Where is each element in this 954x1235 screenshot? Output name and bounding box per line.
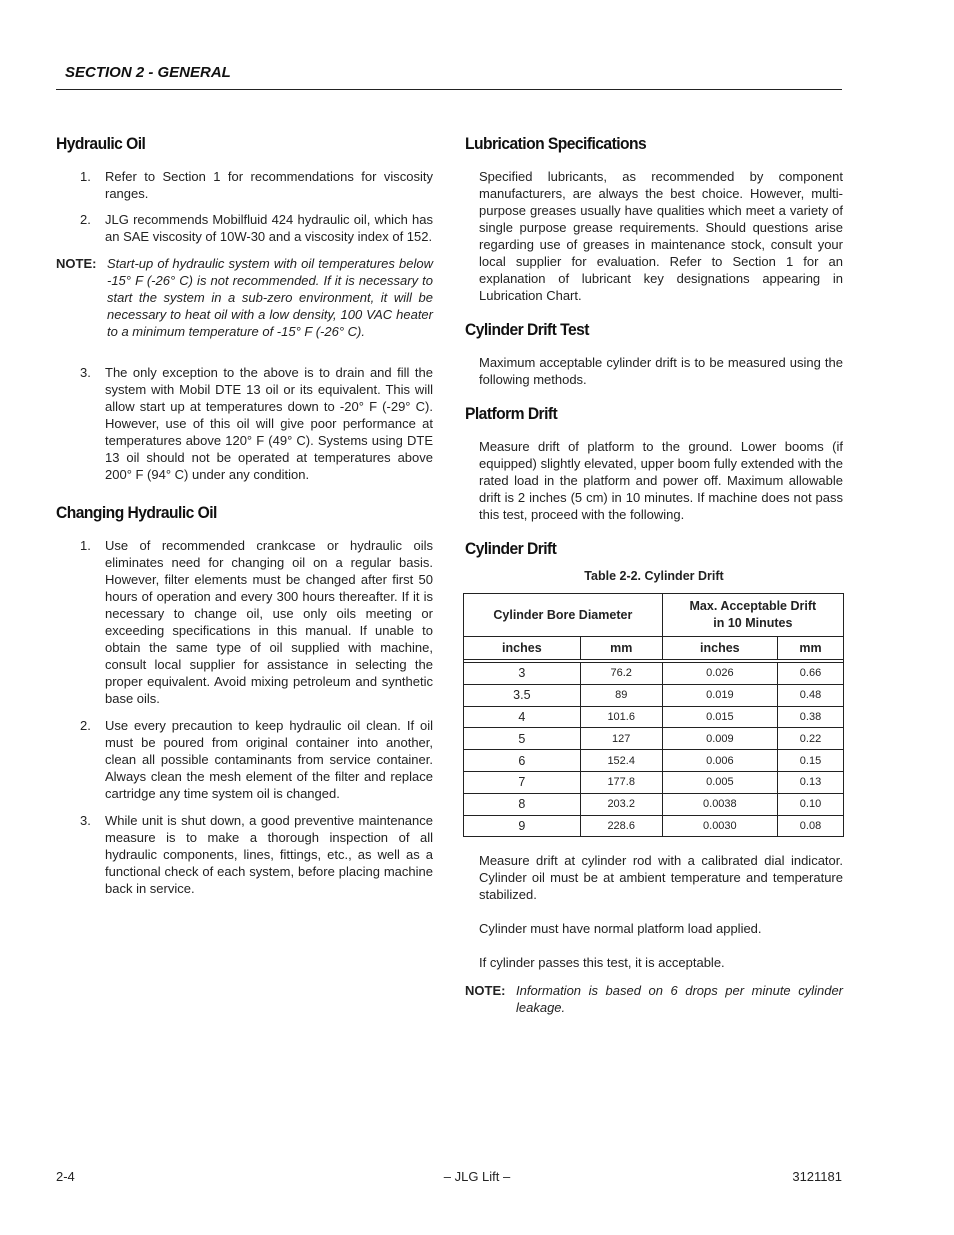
table-title: Table 2-2. Cylinder Drift (584, 569, 724, 583)
table-body (464, 663, 844, 837)
table-cell: 0.015 (662, 706, 777, 728)
table-cell: 0.10 (777, 793, 843, 815)
table-row (464, 728, 844, 750)
lubrication-paragraph: Specified lubricants, as recommended by component manufacturers, are always the best choice. However, multi-purpose greases usually have qualities which meet a variety of single purpose grease requirements. Should questions arise regarding use of greases in maintenance stock, consult your local supplier for evaluation. Refer to Section 1 for an explanation of lubricant key designations appearing in Lubrication Chart. (479, 169, 843, 303)
note-text: Start-up of hydraulic system with oil temperatures below -15° F (-26° C) is not recommended. If it is necessary to start the system in a sub-zero environment, it will be necessary to heat oil with a low density, 100 VAC heater to a minimum temperature of -15° F (-26° C). (107, 256, 433, 339)
table-group-header-row (464, 594, 844, 637)
load-paragraph: Cylinder must have normal platform load applied. (479, 921, 762, 937)
table-cell: 89 (580, 684, 662, 706)
list-item (56, 211, 433, 245)
list-number: 3. (80, 365, 91, 380)
table-cell: 0.22 (777, 728, 843, 750)
col-group-max-drift-line1: Max. Acceptable Drift (689, 599, 817, 613)
table-cell: 0.006 (662, 750, 777, 772)
right-column (465, 134, 843, 1016)
col-header: mm (777, 637, 843, 660)
document-number: 3121181 (792, 1169, 842, 1184)
changing-hydraulic-oil-heading: Changing Hydraulic Oil (56, 503, 217, 522)
hydraulic-oil-heading: Hydraulic Oil (56, 134, 146, 153)
table-cell: 0.026 (662, 663, 777, 685)
list-item (56, 537, 433, 707)
list-text: Refer to Section 1 for recommendations for viscosity ranges. (105, 169, 433, 201)
table-cell: 228.6 (580, 815, 662, 837)
table-row (464, 663, 844, 685)
list-item (56, 717, 433, 802)
table-subheader-row (464, 637, 844, 660)
note-label: NOTE: (56, 256, 97, 271)
list-text: Use every precaution to keep hydraulic oil clean. If oil must be poured from original container into another, clean all possible contaminants from service container. Always clean the mesh element of the filter and replace cartridge any time system oil is changed. (105, 718, 433, 801)
col-header: inches (464, 637, 581, 660)
cylinder-drift-table (463, 593, 844, 837)
page-number: 2-4 (56, 1169, 75, 1184)
table-cell: 0.08 (777, 815, 843, 837)
table-cell: 177.8 (580, 771, 662, 793)
table-cell: 0.005 (662, 771, 777, 793)
table-cell: 0.38 (777, 706, 843, 728)
table-cell: 8 (464, 793, 581, 815)
note-text: Information is based on 6 drops per minute cylinder leakage. (516, 983, 843, 1016)
cylinder-drift-heading: Cylinder Drift (465, 539, 557, 558)
hydraulic-oil-list-cont (56, 364, 433, 483)
list-item (56, 168, 433, 202)
table-row (464, 793, 844, 815)
table-row (464, 684, 844, 706)
table-row (464, 815, 844, 837)
table-cell: 9 (464, 815, 581, 837)
platform-drift-paragraph: Measure drift of platform to the ground. Lower booms (if equipped) slightly elevated, upper boom fully extended with the rated load in the platform and power off. Maximum allowable drift is 2 inches (5 cm) in 10 minutes. If machine does not pass this test, proceed with the following. (479, 439, 843, 522)
measurement-paragraph: Measure drift at cylinder rod with a calibrated dial indicator. Cylinder oil must be at ambient temperature and temperature stabilized. (479, 853, 843, 903)
header-divider (56, 89, 842, 90)
lubrication-specifications-heading: Lubrication Specifications (465, 134, 647, 153)
col-group-max-drift (662, 594, 843, 637)
table-row (464, 771, 844, 793)
list-item (56, 812, 433, 897)
list-number: 2. (80, 212, 91, 227)
changing-oil-list (56, 537, 433, 897)
list-text: While unit is shut down, a good preventive maintenance measure is to make a thorough inspection of all hydraulic components, lines, fittings, etc., as well as a functional check of each system, before placing machine back in service. (105, 813, 433, 896)
table-cell: 0.66 (777, 663, 843, 685)
footer-center-text: – JLG Lift – (443, 1169, 511, 1184)
table-cell: 0.15 (777, 750, 843, 772)
platform-drift-heading: Platform Drift (465, 404, 558, 423)
table-cell: 3 (464, 663, 581, 685)
list-number: 2. (80, 718, 91, 733)
table-row (464, 750, 844, 772)
table-cell: 203.2 (580, 793, 662, 815)
note-label: NOTE: (465, 983, 506, 999)
table-cell: 5 (464, 728, 581, 750)
list-text: Use of recommended crankcase or hydraulic oils eliminates need for changing oil on a regular basis. However, filter elements must be changed after first 50 hours of operation and every 300 hours thereafter. If it is necessary to change oil, use only oils meeting or exceeding specifications in this manual. If unable to obtain the same type of oil supplied with machine, consult local supplier for assistance in selecting the proper equivalent. Avoid mixing petroleum and synthetic base oils. (105, 538, 433, 706)
table-cell: 0.019 (662, 684, 777, 706)
table-cell: 0.48 (777, 684, 843, 706)
table-cell: 6 (464, 750, 581, 772)
section-header: SECTION 2 - GENERAL (65, 64, 231, 81)
list-item (56, 364, 433, 483)
list-number: 1. (80, 538, 91, 553)
list-text: The only exception to the above is to drain and fill the system with Mobil DTE 13 oil or its equivalent. This will allow start up at temperatures down to -20° F (-29° C). However, use of this oil will give poor performance at temperatures above 120° F (49° C). Systems using DTE 13 oil should not be operated at temperatures above 200° F (94° C) under any condition. (105, 365, 433, 482)
hydraulic-oil-list (56, 168, 433, 245)
table-cell: 101.6 (580, 706, 662, 728)
cylinder-drift-test-heading: Cylinder Drift Test (465, 320, 589, 339)
table-note-block (465, 982, 843, 1016)
col-group-bore-diameter: Cylinder Bore Diameter (464, 594, 663, 637)
table-cell: 0.13 (777, 771, 843, 793)
col-header: inches (662, 637, 777, 660)
table-cell: 4 (464, 706, 581, 728)
table-cell: 0.0030 (662, 815, 777, 837)
cylinder-drift-test-paragraph: Maximum acceptable cylinder drift is to be measured using the following methods. (479, 355, 843, 387)
table-cell: 3.5 (464, 684, 581, 706)
table-cell: 152.4 (580, 750, 662, 772)
table-cell: 127 (580, 728, 662, 750)
list-number: 1. (80, 169, 91, 184)
list-number: 3. (80, 813, 91, 828)
list-text: JLG recommends Mobilfluid 424 hydraulic oil, which has an SAE viscosity of 10W-30 and a viscosity index of 152. (105, 212, 433, 244)
note-block (56, 255, 433, 340)
table-cell: 76.2 (580, 663, 662, 685)
table-row (464, 706, 844, 728)
table-cell: 7 (464, 771, 581, 793)
acceptance-paragraph: If cylinder passes this test, it is acceptable. (479, 955, 725, 971)
col-header: mm (580, 637, 662, 660)
col-group-max-drift-line2: in 10 Minutes (713, 616, 793, 630)
table-cell: 0.009 (662, 728, 777, 750)
left-column (56, 134, 433, 897)
table-cell: 0.0038 (662, 793, 777, 815)
